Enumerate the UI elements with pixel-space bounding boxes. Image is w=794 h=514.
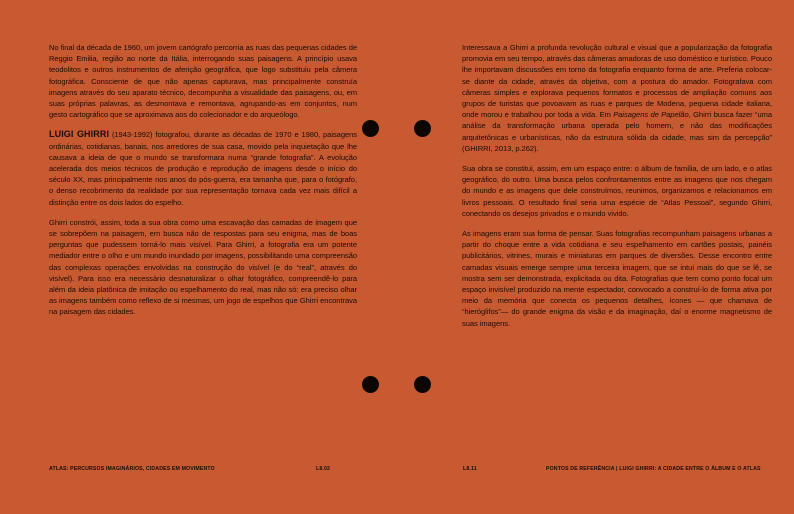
right-paragraph-1-start: Interessava a Ghirri a profunda revolução cultural e visual que a popularização da fotografia promovia em seu tempo, através das câmeras amadoras de uso doméstico e turístico. Pouco lhe importavam discussões em torno da fotografia enquanto forma de arte. Preferia colocar-se diante da cidade, através da objetiva, com a postura do amador. Fotografava com câmeras simples e explorava pequenos formatos e processos de ampliação comuns aos grupos de turistas que povoavam as ruas e parques de Modena, pequena cidade italiana, onde morou e trabalhou por toda a vida. Em [462, 43, 772, 120]
left-paragraph-1: No final da década de 1960, um jovem cartógrafo percorria as ruas das pequenas cidades de Reggio Emilia, região ao norte da Itália, interrogando suas paisagens. A princípio usava teodolitos e outros instrumentos de aferição geográfica, que logo substituiu pela câmera fotográfica. Consciente de que não apenas capturava, mas principalmente construía imagens através do seu aparato técnico, decompunha a visualidade das paisagens, ou, em suas próprias palavras, as desmontava e remontava, agrupando-as em conjuntos, num gesto cartográfico que se aproximava aos do colecionador e do arqueólogo. [49, 43, 357, 120]
binding-dot-bottom-right [414, 376, 431, 393]
binding-dot-top-right [414, 120, 431, 137]
left-page-number: L8.02 [316, 466, 331, 472]
right-footer-title: PONTOS DE REFERÊNCIA | LUIGI GHIRRI: A CIDADE ENTRE O ÁLBUM E O ATLAS [546, 466, 761, 472]
right-page-number: L8.11 [463, 466, 477, 472]
author-name: LUIGI GHIRRI [49, 129, 110, 140]
right-paragraph-2: Sua obra se constitui, assim, em um espaço entre: o álbum de família, de um lado, e o atlas geográfico, do outro. Uma busca pelos confrontamentos entre as imagens que nos chegam do mundo e as imagens que dele construímos, reunimos, organizamos e relacionamos em livros pessoais. O resultado final seria uma espécie de “Atlas Pessoal”, segundo Ghirri, conectando os desejos privados e o mundo vivido. [462, 164, 772, 218]
binding-dot-bottom-left [362, 376, 379, 393]
left-footer-title: ATLAS: PERCURSOS IMAGINÁRIOS, CIDADES EM MOVIMENTO [49, 466, 215, 472]
right-page-text [462, 42, 772, 338]
left-paragraph-2 [49, 129, 357, 207]
right-paragraph-1 [462, 42, 772, 154]
left-paragraph-2-body: (1943-1992) fotografou, durante as décadas de 1970 e 1980, paisagens ordinárias, cotidianas, banais, nos arredores de sua casa, movido pela inquietação que lhe causava a ideia de que o mundo se transformara numa “grande fotografia”. A evolução acelerada dos meios técnicos de produção e reprodução de imagens desde o início do século XX, mas principalmente nos anos do pós-guerra, era tamanha que, para o fotógrafo, o denso recobrimento da realidade por sua representação tornava cada vez mais difícil a distinção entre os dois lados do espelho. [49, 130, 357, 207]
right-paragraph-3: As imagens eram sua forma de pensar. Suas fotografias recompunham paisagens urbanas a partir do choque entre a vida cotidiana e seu espelhamento em cartões postais, painéis publicitários, vitrines, murais e miniaturas em parques de diversões. Desse encontro entre camadas visuais emerge sempre uma terceira imagem, que se intui mais do que se lê, se mostra sem ser demonstrada, explicitada ou dita. Fotografias que tem como ponto focal um espaço invisível produzido na mente espectador, convocado a construí-lo de forma ativa por meio da memória que conecta os pequenos detalhes, ícones — que chamava de “hieróglifos”— do grande enigma da visão e da imaginação, daí o enorme magnetismo de suas imagens. [462, 229, 772, 328]
left-page-text [49, 42, 357, 327]
right-paragraph-1-end: , Ghirri busca fazer “uma análise da transformação urbana operada pelo homem, e não das modificações arquitetônicas e urbanísticas, não da estrutura sólida da cidade, mas sim da percepção” (GHIRRI, 2013, p.262). [462, 110, 773, 153]
left-paragraph-3: Ghirri constrói, assim, toda a sua obra como uma escavação das camadas de imagem que se sobrepõem na paisagem, em busca não de respostas para seu enigma, mas de boas perguntas que pudessem torná-lo mais visível. Para Ghirri, a fotografia era um potente mediador entre o olho e um mundo inundado por imagens, possibilitando uma compreensão das complexas operações envolvidas na construção do visível (e do “real”, através do visível). Para isso era necessário desnaturalizar o olhar fotográfico, compreendê-lo para além da ideia platônica de imitação ou espelhamento do real, mas não só: era preciso olhar as imagens também como reflexo de si mesmas, um jogo de espelhos que Ghirri encontrava na paisagem das cidades. [49, 217, 357, 317]
book-title-italic: Paisagens de Papelão [613, 110, 689, 120]
binding-dot-top-left [362, 120, 379, 137]
